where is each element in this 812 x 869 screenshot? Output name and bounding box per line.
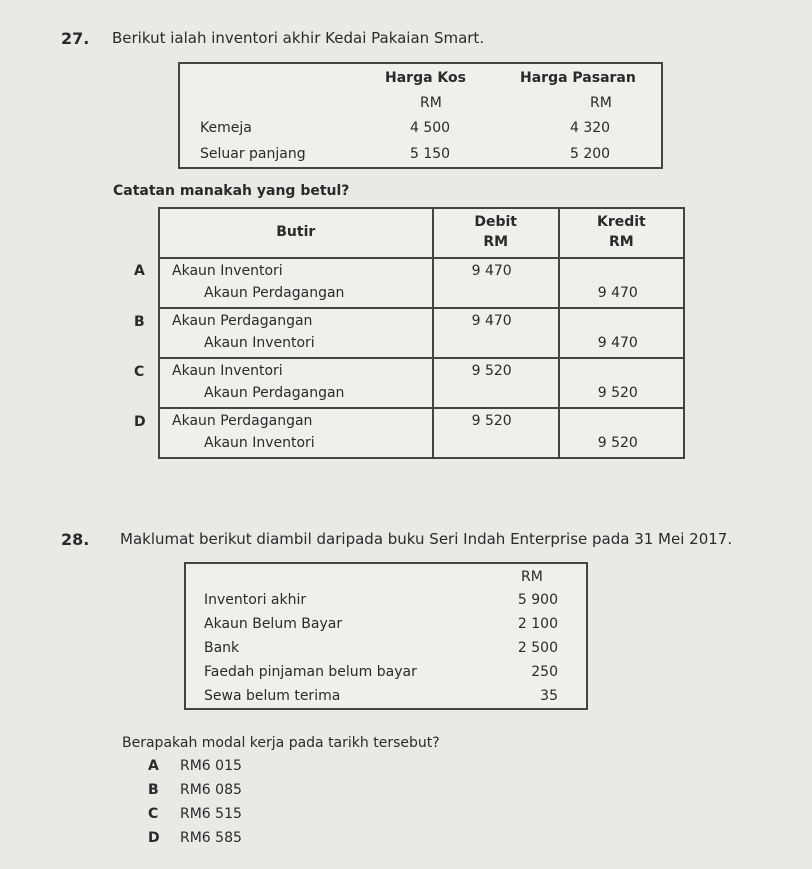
row-label: Kemeja xyxy=(200,120,252,136)
credit-value: 9 470 xyxy=(597,285,638,301)
q27-number: 27. xyxy=(61,29,90,48)
debit-value: 9 520 xyxy=(471,363,512,379)
item-label: Bank xyxy=(204,640,240,656)
debit-account: Akaun Inventori xyxy=(172,363,283,379)
q27-inventory-table xyxy=(178,62,663,169)
header-debit-cell xyxy=(433,208,559,258)
option-letter-d[interactable]: D xyxy=(134,414,146,430)
q28-info-table xyxy=(184,562,588,710)
row-cost: 4 500 xyxy=(410,120,451,136)
header-debit: Debit xyxy=(474,214,517,230)
option-letter-c[interactable]: C xyxy=(148,806,159,822)
credit-account: Akaun Inventori xyxy=(204,435,315,451)
row-market: 4 320 xyxy=(570,120,611,136)
option-text-b[interactable]: RM6 085 xyxy=(180,782,242,798)
header-credit-cell xyxy=(559,208,684,258)
q27-prompt: Catatan manakah yang betul? xyxy=(113,183,350,199)
header-item-cell xyxy=(159,208,433,258)
header-item: Butir xyxy=(276,224,316,240)
item-label: Akaun Belum Bayar xyxy=(204,616,343,632)
item-label: Inventori akhir xyxy=(204,592,307,608)
option-row-b xyxy=(159,308,684,358)
option-letter-a[interactable]: A xyxy=(134,263,145,279)
option-letter-a[interactable]: A xyxy=(148,758,159,774)
header-credit-unit: RM xyxy=(609,234,634,250)
q28-prompt: Berapakah modal kerja pada tarikh tersebut? xyxy=(122,735,440,751)
credit-value: 9 520 xyxy=(597,435,638,451)
row-market: 5 200 xyxy=(570,146,611,162)
option-row-a xyxy=(159,258,684,308)
debit-account: Akaun Inventori xyxy=(172,263,283,279)
header-market: Harga Pasaran xyxy=(520,70,636,86)
item-value: 5 900 xyxy=(517,592,558,608)
debit-account: Akaun Perdagangan xyxy=(172,413,313,429)
credit-account: Akaun Inventori xyxy=(204,335,315,351)
option-text-c[interactable]: RM6 515 xyxy=(180,806,242,822)
option-row-d xyxy=(159,408,684,458)
option-letter-c[interactable]: C xyxy=(134,364,145,380)
option-letter-b[interactable]: B xyxy=(134,314,145,330)
option-letter-d[interactable]: D xyxy=(148,830,160,846)
q28-question: Maklumat berikut diambil daripada buku Seri Indah Enterprise pada 31 Mei 2017. xyxy=(120,530,733,548)
item-value: 2 100 xyxy=(517,616,558,632)
option-letter-b[interactable]: B xyxy=(148,782,159,798)
item-value: 35 xyxy=(540,688,558,704)
row-label: Seluar panjang xyxy=(200,146,306,162)
unit-market: RM xyxy=(590,95,612,111)
debit-account: Akaun Perdagangan xyxy=(172,313,313,329)
unit-header: RM xyxy=(521,569,543,585)
unit-cost: RM xyxy=(420,95,442,111)
credit-account: Akaun Perdagangan xyxy=(204,285,345,301)
option-row-c xyxy=(159,358,684,408)
debit-value: 9 470 xyxy=(471,263,512,279)
debit-value: 9 520 xyxy=(471,413,512,429)
item-value: 2 500 xyxy=(517,640,558,656)
credit-value: 9 520 xyxy=(597,385,638,401)
row-cost: 5 150 xyxy=(410,146,451,162)
q27-question: Berikut ialah inventori akhir Kedai Pakaian Smart. xyxy=(112,29,485,47)
q27-entries-table xyxy=(158,207,685,459)
header-cost: Harga Kos xyxy=(385,70,466,86)
header-credit: Kredit xyxy=(596,214,646,230)
item-value: 250 xyxy=(531,664,558,680)
credit-account: Akaun Perdagangan xyxy=(204,385,345,401)
item-label: Sewa belum terima xyxy=(204,688,341,704)
option-text-a[interactable]: RM6 015 xyxy=(180,758,242,774)
debit-value: 9 470 xyxy=(471,313,512,329)
item-label: Faedah pinjaman belum bayar xyxy=(204,664,417,680)
q28-number: 28. xyxy=(61,530,90,549)
header-debit-unit: RM xyxy=(483,234,509,250)
option-text-d[interactable]: RM6 585 xyxy=(180,830,242,846)
credit-value: 9 470 xyxy=(597,335,638,351)
